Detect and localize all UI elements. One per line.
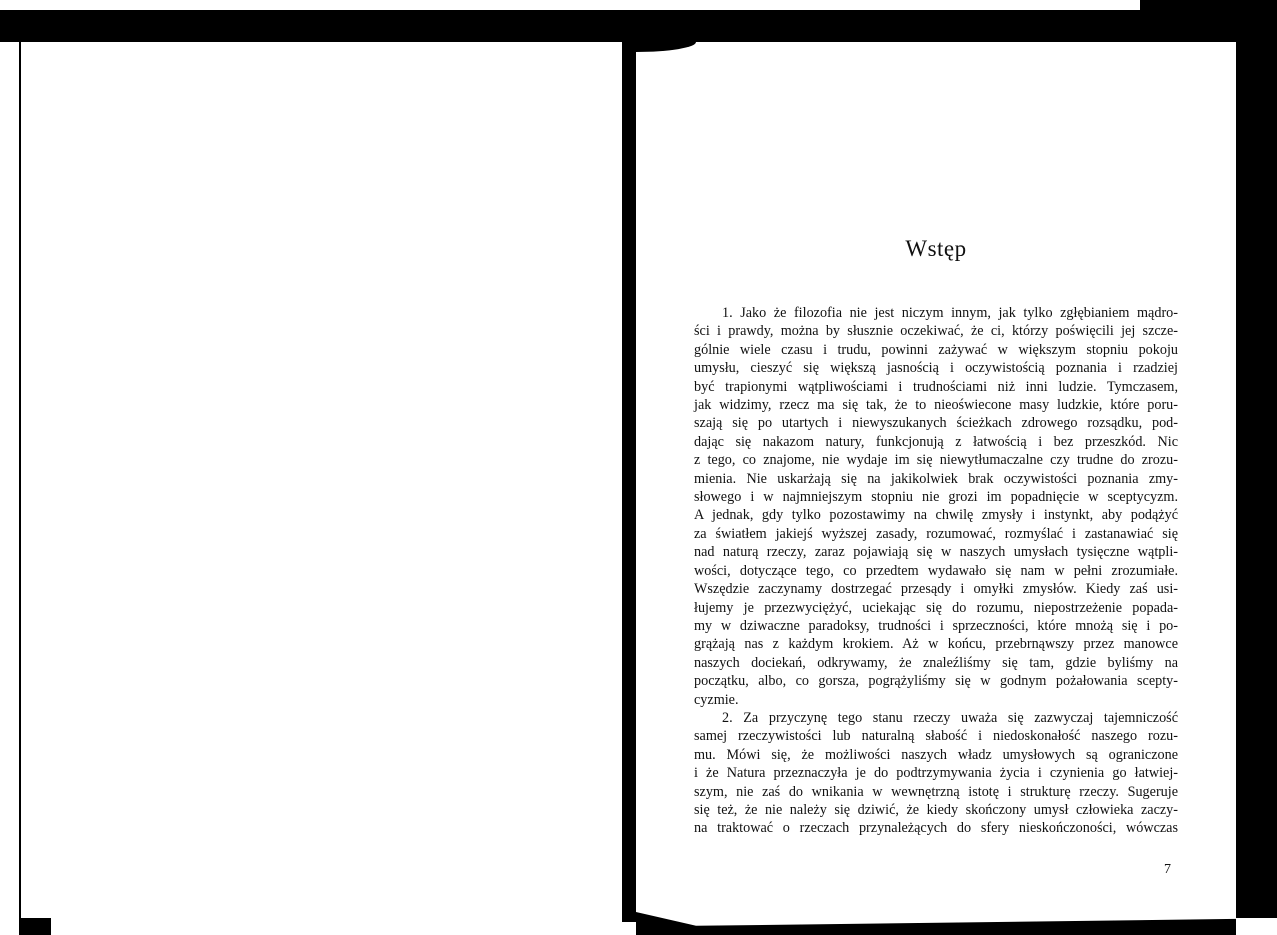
text-line: dając się nakazom natury, funkcjonują z łatwością i bez przeszkód. Nic [694, 433, 1178, 450]
book-gutter [622, 42, 636, 922]
text-line: łujemy je przezwyciężyć, uciekając się do rozumu, niepostrzeżenie popada- [694, 599, 1178, 616]
text-line: 2. Za przyczynę tego stanu rzeczy uważa się zazwyczaj tajemniczość [722, 709, 1178, 726]
text-line: jak widzimy, rzecz ma się tak, że to nieoświecone masy ludzkie, które poru- [694, 397, 1178, 414]
text-line: samej rzeczywistości lub naturalną słabość i niedoskonałość naszego rozu- [694, 728, 1178, 745]
text-line: szym, nie zaś do wnikania w wewnętrzną istotę i strukturę rzeczy. Sugeruje [694, 783, 1178, 800]
text-line: naszych dociekań, odkrywamy, że znaleźliśmy się tam, gdzie byliśmy na [694, 654, 1178, 671]
text-line: się też, że nie należy się dziwić, że kiedy skończony umysł człowieka zaczy- [694, 801, 1178, 818]
text-line: cyzmie. [694, 691, 739, 708]
text-line: A jednak, gdy tylko pozostawimy na chwilę zmysły i instynkt, aby podążyć [694, 507, 1178, 524]
scan-border-bottom-left [19, 918, 51, 935]
text-line: na traktować o rzeczach przynależących do sfery nieskończoności, wówczas [694, 820, 1178, 837]
text-line: my w dziwaczne paradoksy, trudności i sprzeczności, które mnożą się i po- [694, 617, 1178, 634]
scan-border-right [1236, 0, 1277, 918]
text-line: słowego i w najmniejszym stopniu nie grozi im popadnięcie w sceptycyzm. [694, 489, 1178, 506]
text-line: być trapionymi wątpliwościami i trudnościami niż inni ludzie. Tymczasem, [694, 378, 1178, 395]
left-page-blank [20, 42, 624, 935]
text-line: grążają nas z każdym krokiem. Aż w końcu, przebrnąwszy przez manowce [694, 636, 1178, 653]
text-line: wości, dotyczące tego, co przedtem wydawało się nam w pełni zrozumiałe. [694, 562, 1178, 579]
text-line: Wszędzie zaczynamy dostrzegać przesądy i omyłki zmysłów. Kiedy zaś usi- [694, 581, 1178, 598]
text-line: nad naturą rzeczy, zaraz pojawiają się w naszych umysłach tysięczne wątpli- [694, 544, 1178, 561]
text-line: mienia. Nie uskarżają się na jakikolwiek brak oczywistości poznania zmy- [694, 470, 1178, 487]
text-line: z tego, co znajome, nie wydaje im się niewytłumaczalne czy trudne do zrozu- [694, 452, 1178, 469]
page-number: 7 [1164, 862, 1171, 877]
scan-border-top [0, 10, 1277, 42]
text-line: szają się po utartych i niewyszukanych ścieżkach zdrowego rozsądku, pod- [694, 415, 1178, 432]
text-line: 1. Jako że filozofia nie jest niczym innym, jak tylko zgłębianiem mądro- [722, 305, 1178, 321]
body-text [694, 304, 1178, 838]
text-line: gólnie wiele czasu i trudu, powinni zażywać w większym stopniu pokoju [694, 341, 1178, 358]
text-line: ści i prawdy, można by słusznie oczekiwać, że ci, którzy poświęcili jej szcze- [694, 323, 1178, 340]
chapter-title: Wstęp [905, 236, 967, 261]
text-line: umysłu, cieszyć się większą jasnością i oczywistością poznania i rzadziej [694, 360, 1178, 377]
text-line: i że Natura przeznaczyła je do podtrzymywania życia i czynienia go łatwiej- [694, 765, 1178, 782]
text-line: początku, albo, co gorsza, pogrążyliśmy się w godnym pożałowania scepty- [694, 673, 1178, 690]
text-line: mu. Mówi się, że możliwości naszych władz umysłowych są ograniczone [694, 746, 1178, 763]
text-line: za światłem jakiejś wyższej zasady, rozumować, rozmyślać i zastanawiać się [694, 525, 1178, 542]
left-page-edge [19, 42, 21, 918]
